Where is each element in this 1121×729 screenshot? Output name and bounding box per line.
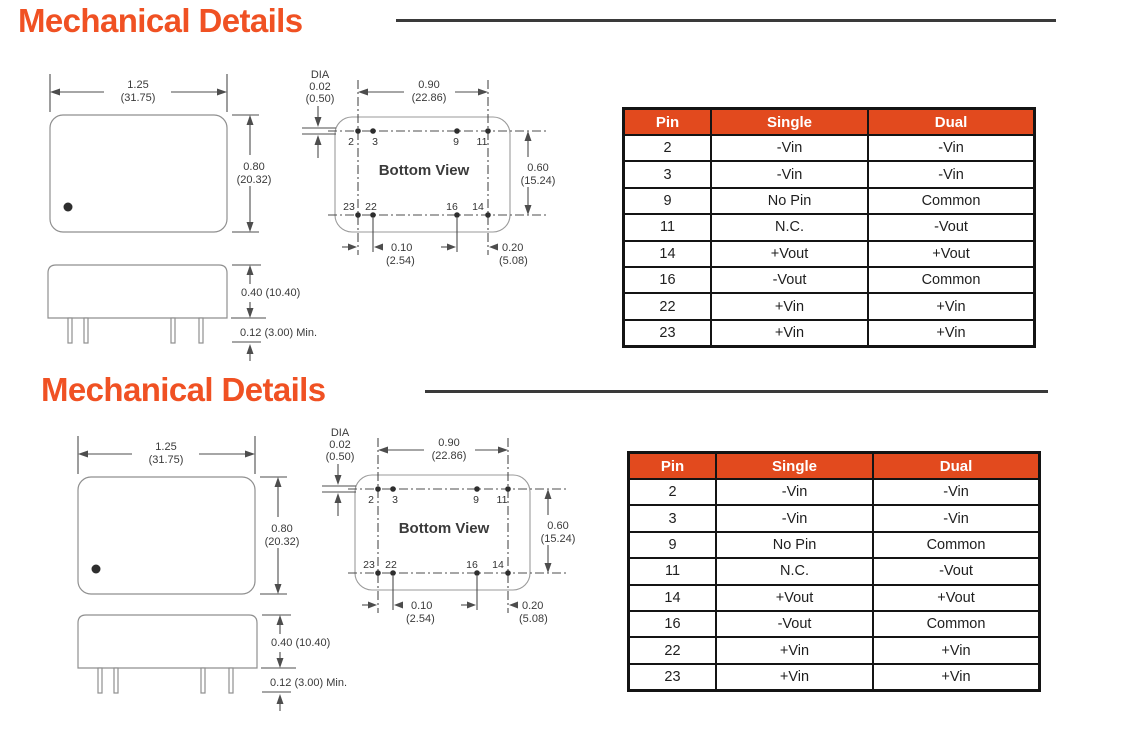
pin-dot: [355, 212, 361, 218]
pin-table-row: [624, 188, 1035, 214]
arrowhead: [247, 308, 254, 318]
pin-table-cell: 14: [629, 585, 717, 611]
arrowhead: [509, 602, 518, 609]
arrowhead: [277, 694, 284, 704]
pin-table-cell: +Vin: [873, 664, 1040, 691]
pin: [199, 318, 203, 343]
dimension-label: 0.40 (10.40): [271, 637, 331, 649]
arrowhead: [467, 602, 476, 609]
dimension-label: (5.08): [519, 613, 548, 625]
dimension-label: 0.80: [271, 523, 293, 535]
pin-table-cell: 23: [624, 320, 712, 347]
pin-number-label: 3: [392, 494, 398, 506]
pin: [98, 668, 102, 693]
pin-number-label: 9: [453, 136, 459, 148]
pin-table-cell: 16: [624, 267, 712, 293]
arrowhead: [247, 265, 254, 275]
pin-dot: [370, 128, 376, 134]
dimension-label: 0.60: [527, 162, 549, 174]
mechanical-drawing: [0, 422, 576, 724]
pin-dot: [454, 128, 460, 134]
pin-table-cell: +Vin: [868, 320, 1035, 347]
pin-table-row: [624, 267, 1035, 293]
pin: [171, 318, 175, 343]
dimension-label: (31.75): [120, 92, 156, 104]
dimension-label: 0.10: [411, 600, 433, 612]
pin-table-row: [629, 558, 1040, 584]
arrowhead: [478, 89, 488, 96]
pin-table-cell: -Vin: [868, 161, 1035, 187]
pin-table-cell: +Vin: [868, 293, 1035, 319]
mechanical-drawing: [0, 60, 570, 362]
pin: [201, 668, 205, 693]
pin-table-cell: +Vout: [716, 585, 873, 611]
arrowhead: [545, 563, 552, 573]
pin-number-label: 22: [365, 201, 377, 213]
pin-table-row: [629, 585, 1040, 611]
module-body-outline: [50, 115, 227, 232]
pin-table-cell: 3: [629, 505, 717, 531]
pin-table-cell: N.C.: [711, 214, 868, 240]
case-outline: [78, 615, 257, 668]
pin-table-cell: +Vout: [711, 241, 868, 267]
pin-dot: [355, 128, 361, 134]
pin-diameter-label: 0.02: [309, 81, 331, 93]
mechanical-drawing-area: [0, 422, 576, 724]
arrowhead: [277, 615, 284, 625]
pin-table-cell: 22: [624, 293, 712, 319]
bottom-view-drawing: [322, 427, 575, 625]
pin-table-cell: 3: [624, 161, 712, 187]
pin-table-cell: -Vout: [868, 214, 1035, 240]
arrowhead: [368, 602, 377, 609]
arrowhead: [358, 89, 368, 96]
arrowhead: [245, 451, 255, 458]
pin-table-header-cell: Single: [711, 109, 868, 136]
bottom-view-label: Bottom View: [378, 162, 470, 179]
top-view-drawing: [50, 74, 271, 232]
section-title: Mechanical Details: [18, 2, 303, 39]
arrowhead: [275, 584, 282, 594]
pin-table-cell: 9: [629, 532, 717, 558]
pin-table-cell: No Pin: [716, 532, 873, 558]
pin-number-label: 23: [363, 559, 375, 571]
pin-number-label: 22: [385, 559, 397, 571]
arrowhead: [545, 489, 552, 499]
side-view-drawing: [78, 615, 347, 711]
pin-table-cell: +Vout: [873, 585, 1040, 611]
pin-function-table: [622, 107, 1036, 348]
arrowhead: [78, 451, 88, 458]
pin-dot: [505, 486, 511, 492]
dimension-label: (5.08): [499, 255, 528, 267]
pin-table-cell: -Vin: [711, 161, 868, 187]
dimension-label: (20.32): [264, 536, 300, 548]
pin1-polarity-dot: [92, 565, 101, 574]
pin: [84, 318, 88, 343]
dimension-label: 0.12 (3.00) Min.: [240, 327, 318, 339]
pin-table-row: [629, 664, 1040, 691]
pin: [68, 318, 72, 343]
dimension-label: 0.60: [547, 520, 569, 532]
pin-table-row: [624, 293, 1035, 319]
arrowhead: [315, 135, 322, 145]
dimension-label: (22.86): [431, 450, 467, 462]
pin-table-cell: 9: [624, 188, 712, 214]
dimension-label: 0.80: [243, 161, 265, 173]
pin-table-cell: -Vin: [873, 479, 1040, 505]
pin-table-cell: 11: [624, 214, 712, 240]
pin-number-label: 2: [348, 136, 354, 148]
arrowhead: [247, 222, 254, 232]
pin-number-label: 11: [496, 494, 508, 506]
pin1-polarity-dot: [64, 203, 73, 212]
pin-table-cell: Common: [868, 267, 1035, 293]
mechanical-drawing-area: [0, 60, 570, 362]
pin-table-cell: 22: [629, 637, 717, 663]
dimension-label: 0.20: [522, 600, 544, 612]
pin-table-cell: -Vin: [716, 505, 873, 531]
pin-table-cell: -Vout: [711, 267, 868, 293]
pin-number-label: 2: [368, 494, 374, 506]
pin-table-cell: +Vin: [716, 637, 873, 663]
dimension-label: 0.90: [438, 437, 460, 449]
pin-dot: [454, 212, 460, 218]
case-outline: [48, 265, 227, 318]
pin-table-row: [624, 214, 1035, 240]
pin-table-row: [629, 532, 1040, 558]
pin-number-label: 16: [446, 201, 458, 213]
dimension-label: (2.54): [386, 255, 415, 267]
pin-number-label: 3: [372, 136, 378, 148]
pin-table-row: [624, 320, 1035, 347]
arrowhead: [525, 205, 532, 215]
pin-number-label: 23: [343, 201, 355, 213]
pin-table-cell: 16: [629, 611, 717, 637]
module-body-outline: [78, 477, 255, 594]
pin-diameter-label: (0.50): [305, 93, 335, 105]
pin-table-cell: -Vout: [716, 611, 873, 637]
pin-number-label: 9: [473, 494, 479, 506]
dimension-label: (22.86): [411, 92, 447, 104]
arrowhead: [348, 244, 357, 251]
pin-number-label: 16: [466, 559, 478, 571]
pin-table-cell: 2: [624, 135, 712, 161]
side-view-drawing: [48, 265, 317, 361]
pin-table-cell: +Vin: [711, 320, 868, 347]
pin-table-row: [624, 161, 1035, 187]
pin-dot: [474, 570, 480, 576]
pin-table-row: [629, 637, 1040, 663]
top-view-drawing: [78, 436, 299, 594]
pin-table-cell: -Vin: [716, 479, 873, 505]
pin-table-row: [629, 479, 1040, 505]
pin-table-cell: +Vin: [716, 664, 873, 691]
arrowhead: [275, 477, 282, 487]
pin-table-cell: 23: [629, 664, 717, 691]
pin-diameter-label: (0.50): [325, 451, 355, 463]
pin-number-label: 11: [476, 136, 488, 148]
arrowhead: [247, 115, 254, 125]
pin-table-cell: -Vout: [873, 558, 1040, 584]
pin-dot: [370, 212, 376, 218]
dimension-label: (15.24): [540, 533, 576, 545]
arrowhead: [498, 447, 508, 454]
pin-dot: [390, 486, 396, 492]
dimension-label: 1.25: [155, 441, 177, 453]
pin-table-cell: +Vin: [711, 293, 868, 319]
dimension-label: 0.40 (10.40): [241, 287, 301, 299]
pin-table-cell: +Vout: [868, 241, 1035, 267]
arrowhead: [394, 602, 403, 609]
dimension-label: 0.20: [502, 242, 524, 254]
pin-table-row: [629, 611, 1040, 637]
pin-dot: [375, 570, 381, 576]
pin-number-label: 14: [492, 559, 504, 571]
arrowhead: [525, 131, 532, 141]
pin-table-header-cell: Pin: [624, 109, 712, 136]
bottom-view-label: Bottom View: [398, 520, 490, 537]
pin-dot: [505, 570, 511, 576]
arrowhead: [447, 244, 456, 251]
dimension-label: (2.54): [406, 613, 435, 625]
dimension-label: (15.24): [520, 175, 556, 187]
pin-table-header-cell: Single: [716, 453, 873, 480]
arrowhead: [378, 447, 388, 454]
dimension-label: 0.10: [391, 242, 413, 254]
pin-diameter-label: 0.02: [329, 439, 351, 451]
arrowhead: [489, 244, 498, 251]
pin-diameter-label: DIA: [330, 427, 350, 439]
pin-table-header-row: [629, 453, 1040, 480]
pin-table-header-cell: Dual: [868, 109, 1035, 136]
section-title: Mechanical Details: [41, 371, 326, 408]
pin-function-table: [627, 451, 1041, 692]
arrowhead: [335, 475, 342, 485]
pin-dot: [485, 212, 491, 218]
pin-number-label: 14: [472, 201, 484, 213]
pin-table-header-row: [624, 109, 1035, 136]
dimension-label: 1.25: [127, 79, 149, 91]
pin-table-header-cell: Dual: [873, 453, 1040, 480]
arrowhead: [217, 89, 227, 96]
arrowhead: [335, 493, 342, 503]
pin: [229, 668, 233, 693]
arrowhead: [315, 117, 322, 127]
pin-dot: [474, 486, 480, 492]
title-rule: [425, 390, 1048, 393]
dimension-label: (20.32): [236, 174, 272, 186]
pin-table-cell: 14: [624, 241, 712, 267]
pin-table-row: [624, 135, 1035, 161]
pin-table-header-cell: Pin: [629, 453, 717, 480]
pin-table-row: [629, 505, 1040, 531]
pin-table-cell: 11: [629, 558, 717, 584]
pin-table-cell: -Vin: [711, 135, 868, 161]
pin-table-cell: Common: [868, 188, 1035, 214]
pin-dot: [485, 128, 491, 134]
dimension-label: (31.75): [148, 454, 184, 466]
dimension-label: 0.90: [418, 79, 440, 91]
dimension-label: 0.12 (3.00) Min.: [270, 677, 348, 689]
pin-table-cell: Common: [873, 611, 1040, 637]
arrowhead: [277, 658, 284, 668]
pin-dot: [375, 486, 381, 492]
pin-table-cell: +Vin: [873, 637, 1040, 663]
arrowhead: [247, 344, 254, 354]
title-rule: [396, 19, 1056, 22]
pin-dot: [390, 570, 396, 576]
pin-table-cell: No Pin: [711, 188, 868, 214]
pin-table-cell: N.C.: [716, 558, 873, 584]
arrowhead: [50, 89, 60, 96]
bottom-view-drawing: [302, 69, 555, 267]
pin-table-row: [624, 241, 1035, 267]
pin: [114, 668, 118, 693]
arrowhead: [374, 244, 383, 251]
pin-diameter-label: DIA: [310, 69, 330, 81]
pin-table-cell: -Vin: [873, 505, 1040, 531]
pin-table-cell: 2: [629, 479, 717, 505]
pin-table-cell: Common: [873, 532, 1040, 558]
pin-table-cell: -Vin: [868, 135, 1035, 161]
